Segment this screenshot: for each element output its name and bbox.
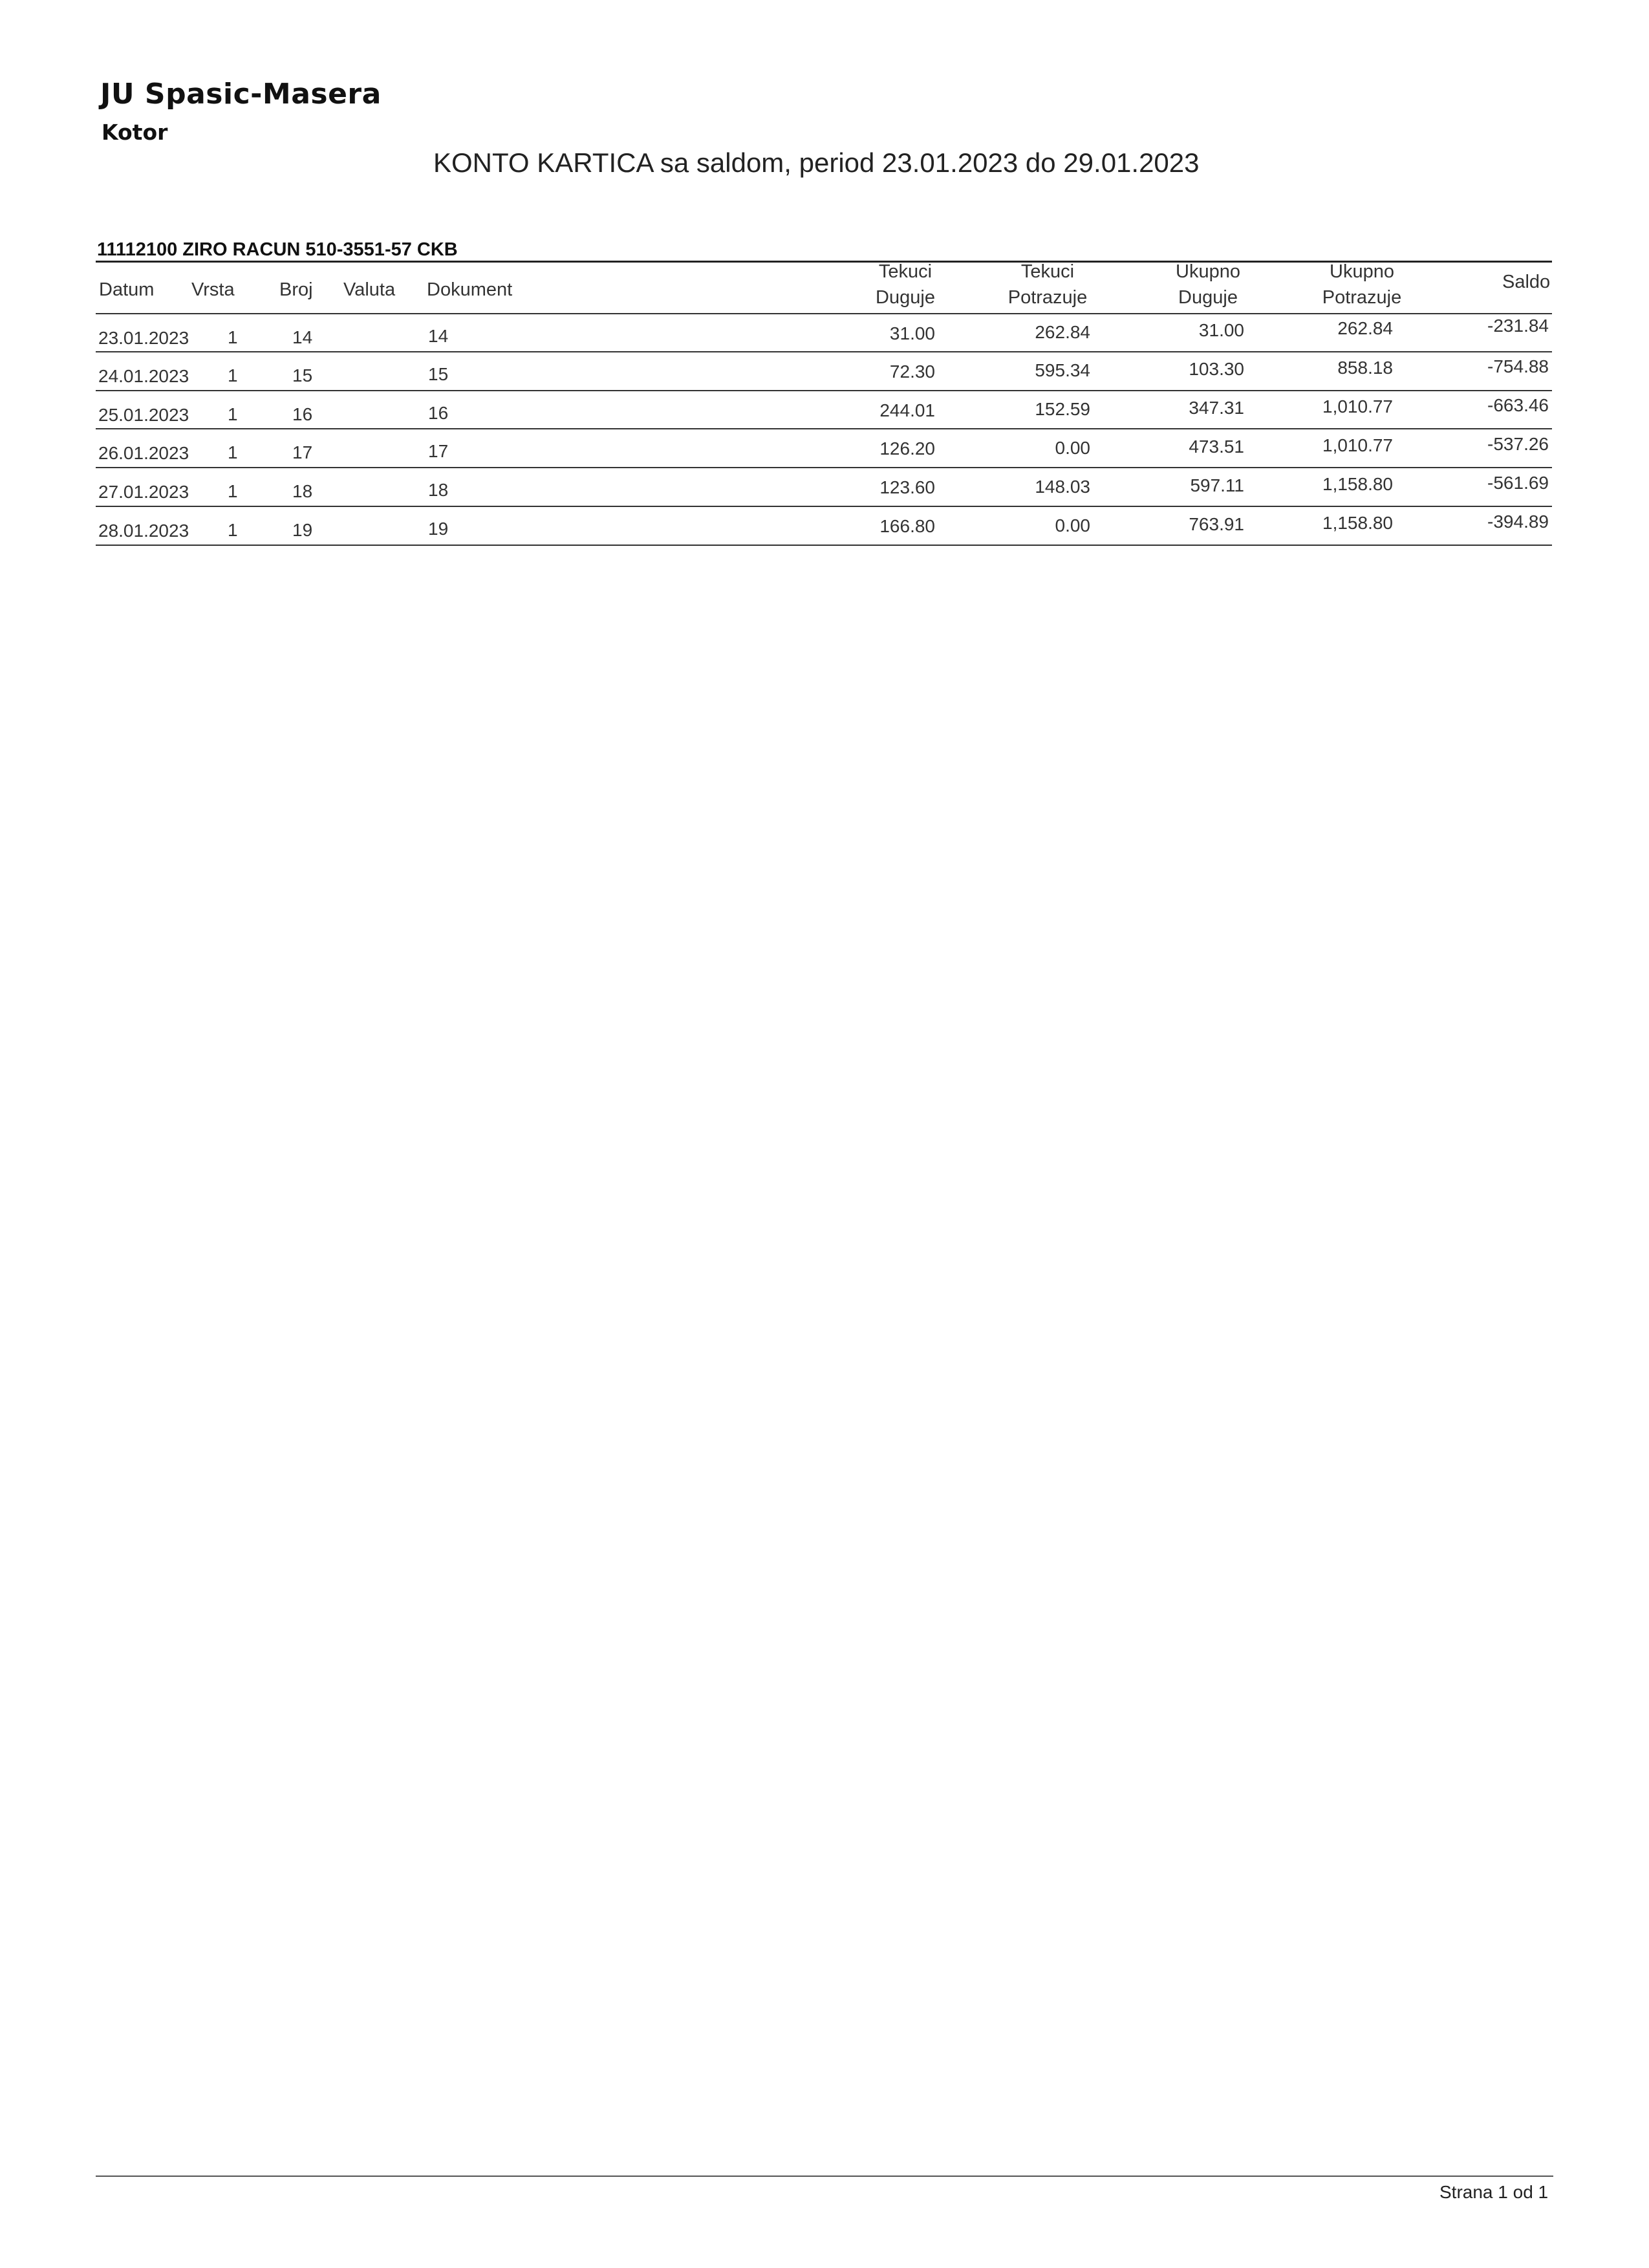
col-broj: Broj [279,279,313,300]
cell-ukupno-potrazuje: 1,010.77 [1322,396,1393,416]
cell-ukupno-duguje: 103.30 [1189,359,1244,379]
cell-ukupno-duguje: 347.31 [1189,398,1244,418]
cell-vrsta: 1 [228,365,238,385]
cell-datum: 28.01.2023 [98,521,189,541]
cell-dokument: 15 [428,364,449,384]
cell-saldo: -231.84 [1487,316,1549,336]
cell-tekuci-duguje: 166.80 [879,516,935,536]
cell-ukupno-duguje: 473.51 [1189,437,1244,457]
cell-dokument: 19 [428,519,449,539]
col-tekuci-potrazuje-line2: Potrazuje [1008,287,1088,308]
col-ukupno-potrazuje-line1: Ukupno [1330,261,1394,282]
col-valuta: Valuta [343,279,396,300]
cell-datum: 26.01.2023 [98,443,189,463]
cell-ukupno-duguje: 31.00 [1198,320,1244,340]
row-rule [96,506,1552,507]
cell-saldo: -663.46 [1487,395,1549,415]
row-rule [96,467,1552,468]
col-datum: Datum [99,279,155,300]
cell-datum: 27.01.2023 [98,482,189,502]
cell-ukupno-duguje: 763.91 [1189,514,1244,534]
col-ukupno-duguje [1143,259,1273,310]
cell-broj: 17 [292,442,313,462]
cell-ukupno-potrazuje: 262.84 [1337,318,1393,338]
col-dokument: Dokument [427,279,513,300]
cell-tekuci-duguje: 126.20 [879,438,935,459]
cell-tekuci-potrazuje: 0.00 [1055,515,1090,535]
company-city: Kotor [102,120,168,145]
cell-broj: 18 [292,481,313,501]
cell-tekuci-duguje: 72.30 [889,362,935,382]
row-rule [96,428,1552,429]
col-ukupno-potrazuje [1297,259,1427,310]
header-rule [96,313,1552,314]
row-rule [96,351,1552,352]
col-ukupno-duguje-line2: Duguje [1178,287,1238,308]
footer-rule [96,2176,1553,2177]
cell-tekuci-duguje: 123.60 [879,477,935,497]
company-name: JU Spasic-Masera [100,78,382,111]
cell-dokument: 18 [428,480,449,500]
cell-broj: 15 [292,365,313,385]
cell-broj: 14 [292,327,313,347]
col-ukupno-duguje-line1: Ukupno [1176,261,1240,282]
col-tekuci-duguje [841,259,970,310]
cell-tekuci-potrazuje: 262.84 [1035,322,1090,342]
cell-datum: 25.01.2023 [98,405,189,425]
col-tekuci-potrazuje-line1: Tekuci [1020,261,1075,282]
cell-tekuci-potrazuje: 0.00 [1055,438,1090,458]
cell-dokument: 14 [428,326,449,346]
cell-tekuci-potrazuje: 595.34 [1035,360,1090,380]
page-number: Strana 1 od 1 [1439,2182,1549,2202]
cell-tekuci-duguje: 31.00 [889,323,935,343]
table-bottom-rule [96,545,1552,546]
cell-ukupno-potrazuje: 858.18 [1337,358,1393,378]
cell-vrsta: 1 [228,442,238,462]
cell-datum: 23.01.2023 [98,328,189,348]
cell-saldo: -537.26 [1487,434,1549,454]
cell-tekuci-potrazuje: 148.03 [1035,477,1090,497]
cell-ukupno-duguje: 597.11 [1190,475,1244,495]
account-heading: 11112100 ZIRO RACUN 510-3551-57 CKB [97,239,458,260]
cell-datum: 24.01.2023 [98,366,189,386]
cell-dokument: 16 [428,403,449,423]
col-vrsta: Vrsta [191,279,235,300]
cell-tekuci-potrazuje: 152.59 [1035,399,1090,419]
cell-dokument: 17 [428,441,449,461]
report-title: KONTO KARTICA sa saldom, period 23.01.2023 do 29.01.2023 [433,147,1200,178]
col-saldo: Saldo [1502,272,1551,292]
cell-saldo: -754.88 [1487,356,1549,376]
cell-ukupno-potrazuje: 1,158.80 [1322,474,1393,494]
col-tekuci-duguje-line2: Duguje [876,287,935,308]
cell-tekuci-duguje: 244.01 [879,400,935,420]
cell-broj: 16 [292,404,313,424]
col-ukupno-potrazuje-line2: Potrazuje [1322,287,1402,308]
cell-vrsta: 1 [228,520,238,540]
cell-ukupno-potrazuje: 1,010.77 [1322,435,1393,455]
col-tekuci-duguje-line1: Tekuci [878,261,932,282]
cell-vrsta: 1 [228,481,238,501]
cell-saldo: -561.69 [1487,473,1549,493]
cell-broj: 19 [292,520,313,540]
cell-vrsta: 1 [228,327,238,347]
col-tekuci-potrazuje [983,259,1112,310]
cell-saldo: -394.89 [1487,512,1549,532]
row-rule [96,390,1552,391]
cell-ukupno-potrazuje: 1,158.80 [1322,513,1393,533]
cell-vrsta: 1 [228,404,238,424]
